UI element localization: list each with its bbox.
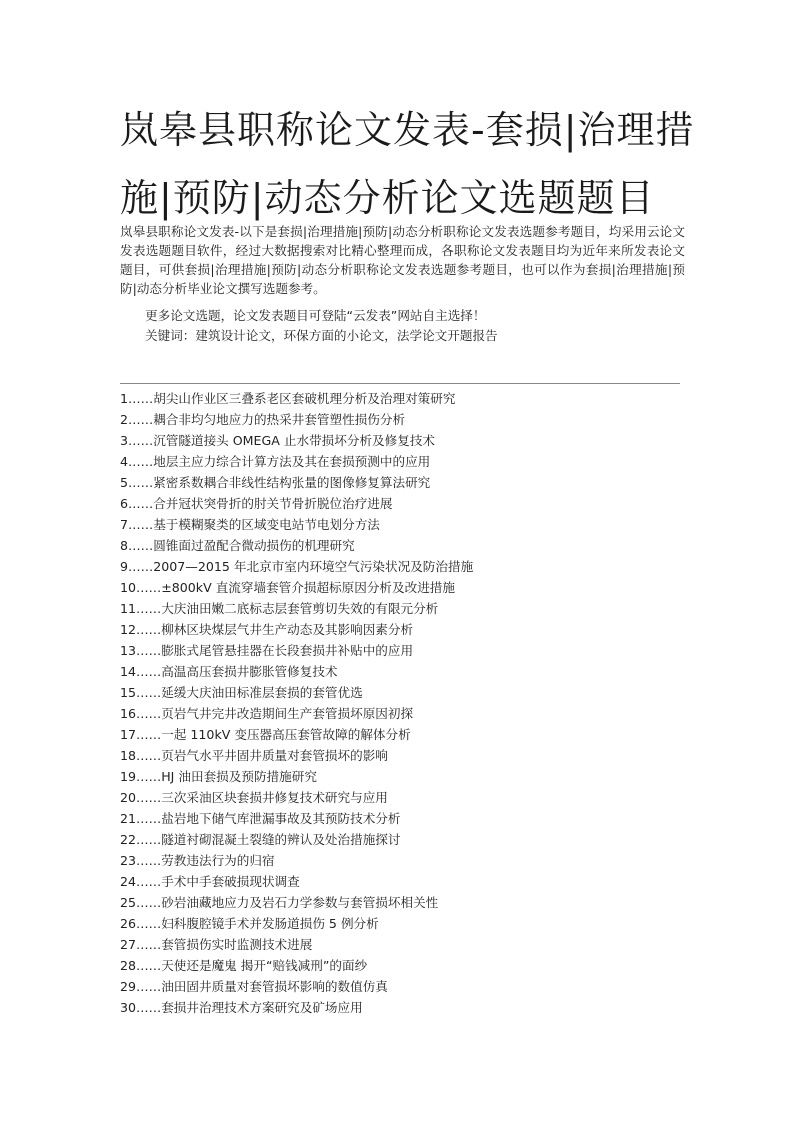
topic-item: 4……地层主应力综合计算方法及其在套损预测中的应用 <box>120 454 431 469</box>
topic-item: 13……膨胀式尾管悬挂器在长段套损井补贴中的应用 <box>120 643 414 658</box>
topic-item: 2……耦合非均匀地应力的热采井套管塑性损伤分析 <box>120 412 406 427</box>
topic-item: 29……油田固井质量对套管损坏影响的数值仿真 <box>120 979 388 994</box>
topic-list <box>120 388 700 1018</box>
topic-item: 8……圆锥面过盈配合微动损伤的机理研究 <box>120 538 355 553</box>
topic-item: 14……高温高压套损井膨胀管修复技术 <box>120 664 338 679</box>
topic-item: 9……2007—2015 年北京市室内环境空气污染状况及防治措施 <box>120 559 474 574</box>
topic-item: 16……页岩气井完井改造期间生产套管损坏原因初探 <box>120 706 414 721</box>
intro-paragraph: 岚皋县职称论文发表-以下是套损|治理措施|预防|动态分析职称论文发表选题参考题目，均采用云论文发表选题题目软件，经过大数据搜索对比精心整理而成，各职称论文发表题目均为近年来所发表论文题目，可供套损|治理措施|预防|动态分析职称论文发表选题参考题目，也可以作为套损|治理措施|预防|动态分析毕业论文撰写选题参考。 <box>120 224 685 296</box>
topic-item: 19……HJ 油田套损及预防措施研究 <box>120 769 317 784</box>
topic-item: 25……砂岩油藏地应力及岩石力学参数与套管损坏相关性 <box>120 895 439 910</box>
topic-item: 1……胡尖山作业区三叠系老区套破机理分析及治理对策研究 <box>120 391 456 406</box>
topic-item: 30……套损井治理技术方案研究及矿场应用 <box>120 1000 363 1015</box>
topic-item: 10……±800kV 直流穿墙套管介损超标原因分析及改进措施 <box>120 580 455 595</box>
topic-item: 26……妇科腹腔镜手术并发肠道损伤 5 例分析 <box>120 916 379 931</box>
topic-item: 18……页岩气水平井固井质量对套管损坏的影响 <box>120 748 388 763</box>
topic-item: 5……紧密系数耦合非线性结构张量的图像修复算法研究 <box>120 475 431 490</box>
topic-item: 27……套管损伤实时监测技术进展 <box>120 937 313 952</box>
topic-item: 7……基于模糊聚类的区域变电站节电划分方法 <box>120 517 380 532</box>
topic-item: 24……手术中手套破损现状调查 <box>120 874 300 889</box>
topic-item: 17……一起 110kV 变压器高压套管故障的解体分析 <box>120 727 411 742</box>
topic-item: 21……盐岩地下储气库泄漏事故及其预防技术分析 <box>120 811 401 826</box>
keywords-line: 关键词：建筑设计论文，环保方面的小论文，法学论文开题报告 <box>145 328 498 343</box>
topic-item: 6……合并冠状突骨折的肘关节骨折脱位治疗进展 <box>120 496 393 511</box>
section-divider <box>120 383 680 384</box>
topic-item: 28……天使还是魔鬼 揭开“赔钱减刑”的面纱 <box>120 958 368 973</box>
topic-item: 3……沉管隧道接头 OMEGA 止水带损坏分析及修复技术 <box>120 433 436 448</box>
topic-item: 20……三次采油区块套损井修复技术研究与应用 <box>120 790 388 805</box>
topic-item: 22……隧道衬砌混凝土裂缝的辨认及处治措施探讨 <box>120 832 401 847</box>
more-topics-note: 更多论文选题，论文发表题目可登陆“云发表”网站自主选择！ <box>145 308 486 323</box>
topic-item: 12……柳林区块煤层气井生产动态及其影响因素分析 <box>120 622 414 637</box>
document-title: 岚皋县职称论文发表-套损|治理措施|预防|动态分析论文选题题目 <box>120 108 695 220</box>
topic-item: 15……延缓大庆油田标准层套损的套管优选 <box>120 685 363 700</box>
topic-item: 11……大庆油田嫩二底标志层套管剪切失效的有限元分析 <box>120 601 439 616</box>
topic-item: 23……劳教违法行为的归宿 <box>120 853 275 868</box>
